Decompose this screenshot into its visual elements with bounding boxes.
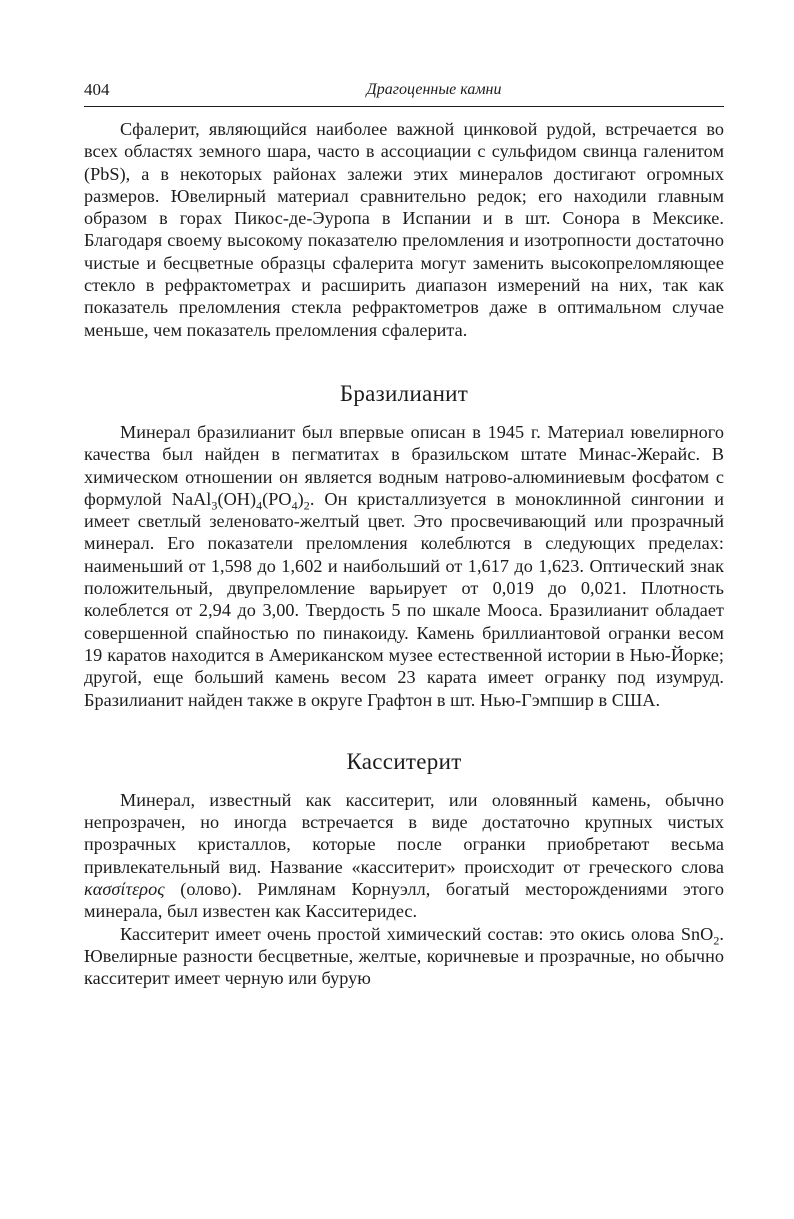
cassiterite-heading: Касситерит — [346, 748, 462, 774]
running-title: Драгоценные камни — [366, 81, 502, 98]
cassiterite-text-part3: Касситерит имеет очень простой химический состав: это окись олова — [120, 923, 681, 944]
brazilianite-text-part1: Минерал бразилианит был впервые описан в 1945 г. Материал ювелирного качества был найден в пегматитах в бразильском штате Минас-Жерайс. В химическом отношении он является водным натрово-алюминиевым фосфатом с формулой — [84, 421, 724, 509]
running-head — [84, 70, 724, 107]
book-page — [84, 70, 724, 990]
cassiterite-formula: SnO$_2$. — [680, 923, 724, 948]
brazilianite-heading: Бразилианит — [339, 380, 469, 406]
cassiterite-paragraph-1 — [84, 789, 724, 923]
brazilianite-paragraph — [84, 421, 724, 711]
cassiterite-paragraph-2 — [84, 923, 724, 990]
sphalerite-text: Сфалерит, являющийся наиболее важной цинковой рудой, встречается во всех областях земного шара, часто в ассоциации с сульфидом свинца галенитом (PbS), а в некоторых районах залежи этих минералов достигают огромных размеров. Ювелирный материал сравнительно редок; его находили главным образом в горах Пикос-де-Эуропа в Испании и в шт. Сонора в Мексике. Благодаря своему высокому показателю преломления и изотропности достаточно чистые и бесцветные образцы сфалерита могут заменить высокопреломляющее стекло в рефрактометрах и расширить диапазон измерений на них, так как показатель преломления стекла рефрактометров даже в оптимальном случае меньше, чем показатель преломления сфалерита. — [84, 119, 724, 340]
greek-word: κασσίτερος — [84, 879, 165, 900]
page-number: 404 — [84, 80, 110, 99]
cassiterite-text-part4: Ювелирные разности бесцветные, желтые, коричневые и прозрачные, но обычно касситерит имеет черную или бурую — [84, 945, 724, 989]
brazilianite-text-part2: Он кристаллизуется в моноклинной сингонии и имеет светлый зеленовато-желтый цвет. Это просвечивающий или прозрачный минерал. Его показатели преломления колеблются в следующих пределах: наименьший от 1,598 до 1,602 и наибольший от 1,617 до 1,623. Оптический знак положительный, двупреломление варьирует от 0,019 до 0,021. Плотность колеблется от 2,94 до 3,00. Твердость 5 по шкале Мооса. Бразилианит обладает совершенной спайностью по пинакоиду. Камень бриллиантовой огранки весом 19 каратов находится в Американском музее естественной истории в Нью-Йорке; другой, еще больший камень весом 23 карата имеет огранку под изумруд. Бразилианит найден также в округе Графтон в шт. Нью-Гэмпшир в США. — [84, 488, 724, 710]
sphalerite-paragraph — [84, 118, 724, 341]
brazilianite-formula: $NaAl_3(OH)_4(PO_4)_2$. — [171, 488, 315, 513]
cassiterite-text-part1: Минерал, известный как касситерит, или оловянный камень, обычно непрозрачен, но иногда встречается в виде достаточно крупных чистых прозрачных кристаллов, которые после огранки приобретают весьма привлекательный вид. Название «касситерит» происходит от греческого слова — [84, 789, 724, 877]
cassiterite-text-part2: (олово). Римлянам Корнуэлл, богатый месторождениями этого минерала, был известен как Касситеридес. — [84, 879, 724, 922]
